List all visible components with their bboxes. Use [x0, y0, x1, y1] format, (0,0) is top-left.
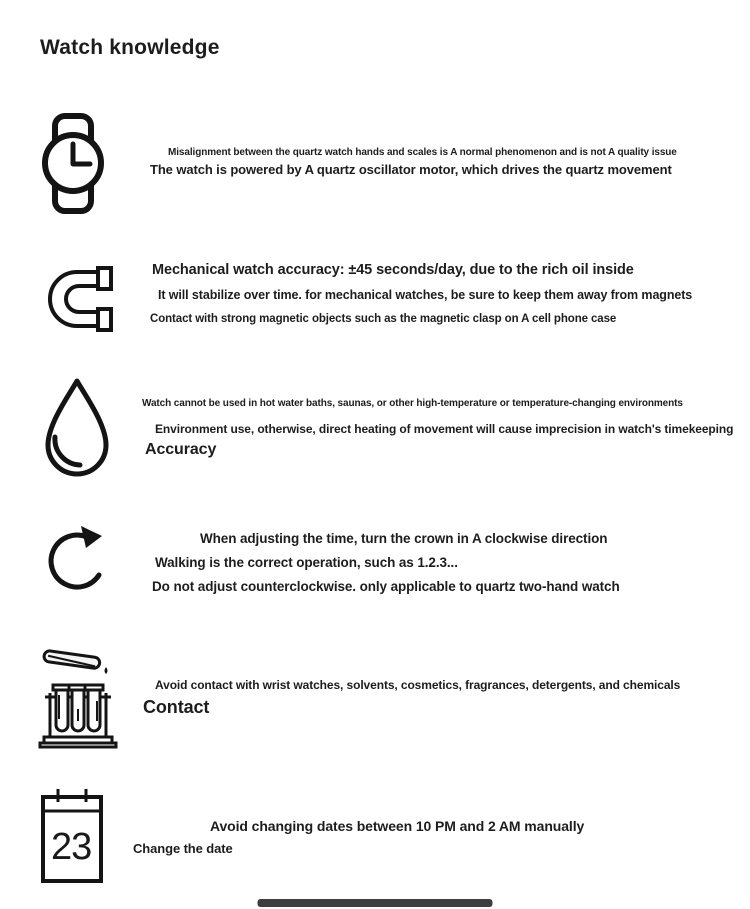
note-line: When adjusting the time, turn the crown in A clockwise direction: [200, 531, 608, 546]
page-title: Watch knowledge: [40, 36, 220, 59]
section-heading: Mechanical watch accuracy: ±45 seconds/day, due to the rich oil inside: [152, 262, 634, 278]
note-line: Misalignment between the quartz watch hands and scales is A normal phenomenon and is not A quality issue: [168, 147, 677, 158]
note-line: The watch is powered by A quartz oscillator motor, which drives the quartz movement: [150, 162, 672, 177]
note-line: Walking is the correct operation, such as 1.2.3...: [155, 555, 458, 570]
test-tubes-icon: [38, 641, 118, 749]
water-drop-icon: [40, 377, 114, 478]
note-line: Avoid contact with wrist watches, solvents, cosmetics, fragrances, detergents, and chemicals: [155, 678, 681, 692]
section-heading: Contact: [143, 697, 210, 717]
calendar-icon: [40, 788, 104, 885]
home-indicator-bar[interactable]: [258, 899, 493, 907]
magnet-icon: [42, 261, 114, 338]
note-line: It will stabilize over time. for mechanical watches, be sure to keep them away from magnets: [158, 288, 693, 302]
calendar-day-number: 23: [51, 826, 92, 868]
note-line: Change the date: [133, 841, 233, 856]
clockwise-arrow-icon: [45, 523, 107, 593]
note-line: Watch cannot be used in hot water baths, saunas, or other high-temperature or temperature-changing environments: [142, 398, 683, 409]
wristwatch-icon: [38, 112, 108, 215]
note-line: Contact with strong magnetic objects such as the magnetic clasp on A cell phone case: [150, 313, 617, 325]
note-line: Environment use, otherwise, direct heating of movement will cause imprecision in watch's timekeeping: [155, 422, 734, 436]
note-line: Avoid changing dates between 10 PM and 2 AM manually: [210, 818, 585, 834]
note-line: Do not adjust counterclockwise. only applicable to quartz two-hand watch: [152, 579, 620, 594]
section-heading: Accuracy: [145, 441, 217, 458]
